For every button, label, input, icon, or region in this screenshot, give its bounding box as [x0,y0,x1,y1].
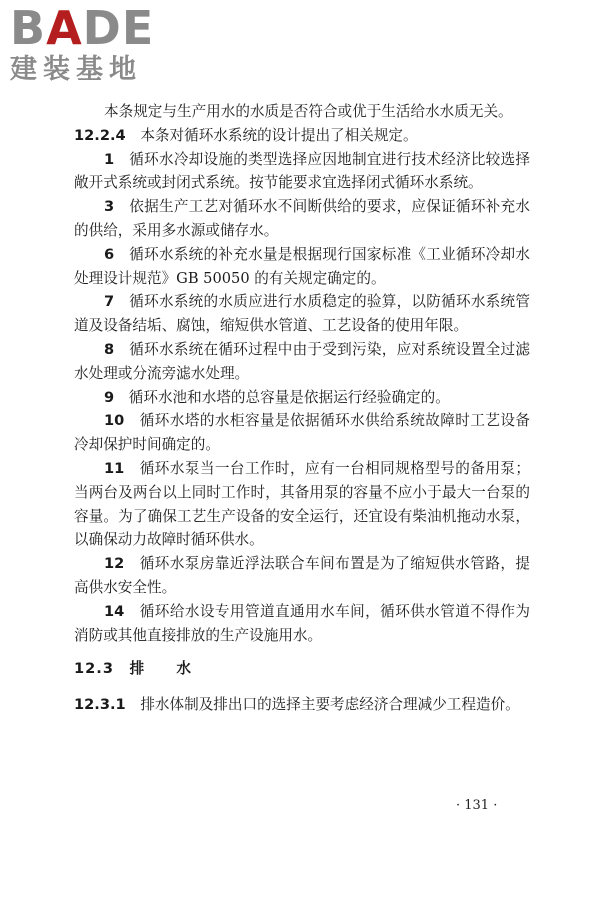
section-heading: 12.3 排 水 [74,660,192,678]
paragraph: 本条规定与生产用水的水质是否符合或优于生活给水水质无关。 [104,103,513,120]
document-body [74,100,530,717]
item-paragraph: 10 循环水塔的水柜容量是依据循环水供给系统故障时工艺设备冷却保护时间确定的。 [74,412,530,454]
item-paragraph: 7 循环水系统的水质应进行水质稳定的验算，以防循环水系统管道及设备结垢、腐蚀，缩短供水管道、工艺设备的使用年限。 [74,293,530,335]
page-number: · 131 · [456,798,498,813]
item-paragraph: 11 循环水泵当一台工作时，应有一台相同规格型号的备用泵；当两台及两台以上同时工作时，其备用泵的容量不应小于最大一台泵的容量。为了确保工艺生产设备的安全运行，还宜设有柴油机拖动水泵，以确保动力故障时循环供水。 [74,459,530,549]
clause-paragraph: 12.2.4 本条对循环水系统的设计提出了相关规定。 [74,126,418,144]
logo-wordmark: BADE [10,1,155,55]
item-paragraph: 3 依据生产工艺对循环水不间断供给的要求，应保证循环补充水的供给，采用多水源或储存水。 [74,198,530,239]
clause-paragraph: 12.3.1 排水体制及排出口的选择主要考虑经济合理减少工程造价。 [74,696,520,714]
item-paragraph: 6 循环水系统的补充水量是根据现行国家标准《工业循环冷却水处理设计规范》GB 50050 的有关规定确定的。 [74,245,530,287]
item-paragraph: 1 循环水冷却设施的类型选择应因地制宜进行技术经济比较选择敞开式系统或封闭式系统。按节能要求宜选择闭式循环水系统。 [74,150,530,192]
item-paragraph: 9 循环水池和水塔的总容量是依据运行经验确定的。 [104,388,450,406]
item-paragraph: 14 循环给水设专用管道直通用水车间，循环供水管道不得作为消防或其他直接排放的生产设施用水。 [74,602,530,644]
item-paragraph: 8 循环水系统在循环过程中由于受到污染，应对系统设置全过滤水处理或分流旁滤水处理。 [74,340,530,382]
item-paragraph: 12 循环水泵房靠近浮法联合车间布置是为了缩短供水管路，提高供水安全性。 [74,555,530,596]
bade-logo [10,1,180,88]
logo-subtitle: 建装基地 [10,54,142,85]
